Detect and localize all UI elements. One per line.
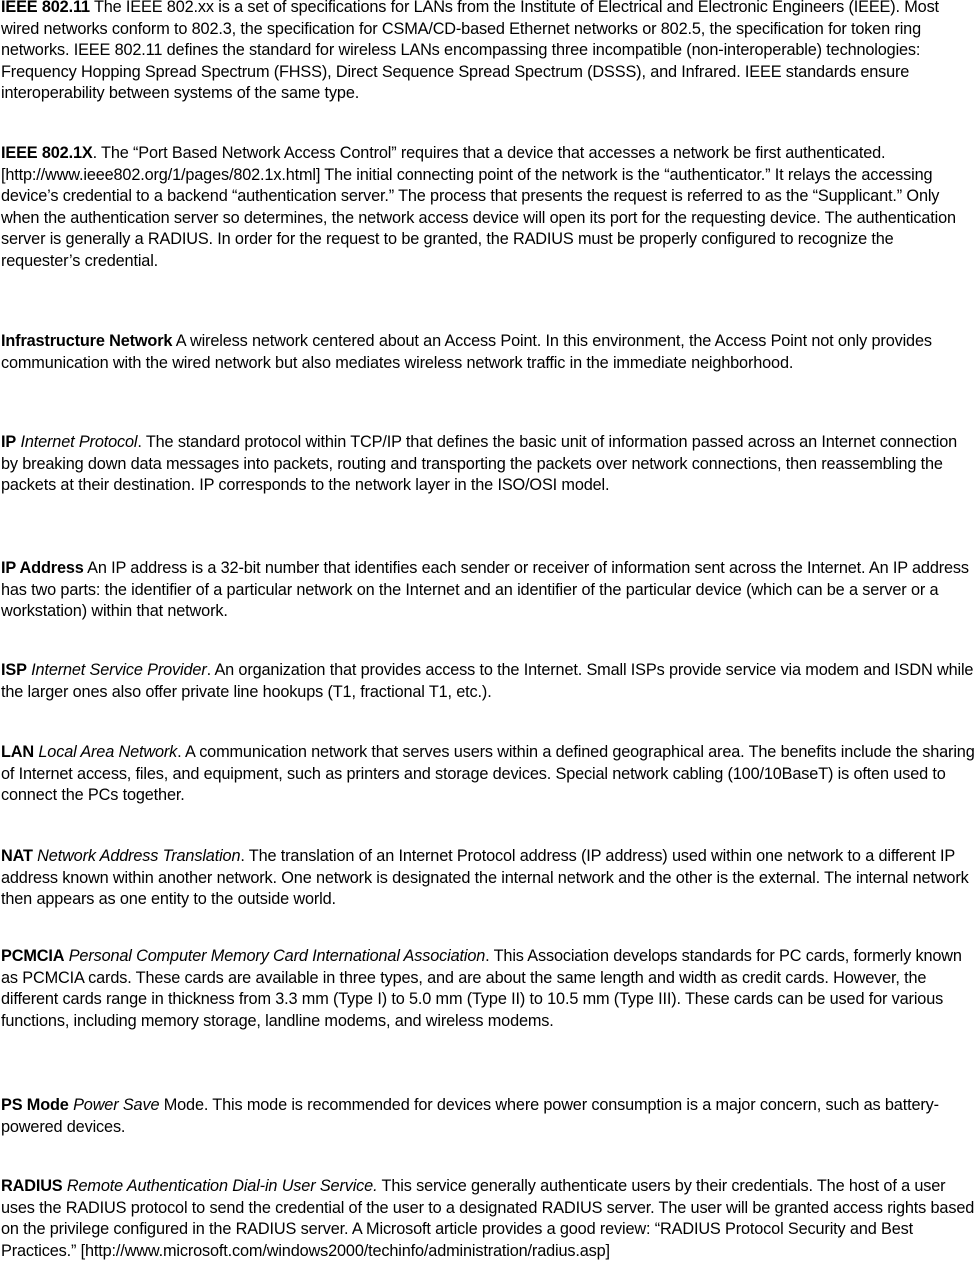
glossary-definition: The IEEE 802.xx is a set of specifications for LANs from the Institute of Electrical and Electronic Engineers (IEEE). Most wired networks conform to 802.3, the specification for CSMA/CD-based Ethernet networks or 802.5, the specification for token ring networks. IEEE 802.11 defines the standard for wireless LANs encompassing three incompatible (non-interoperable) technologies: Frequency Hopping Spread Spectrum (FHSS), Direct Sequence Spread Spectrum (DSSS), and Infrared. IEEE standards ensure interoperability between systems of the same type. bbox=[1, 0, 939, 102]
glossary-definition: . A communication network that serves users within a defined geographical area. The benefits include the sharing of Internet access, files, and equipment, such as printers and storage devices. Special network cabling (100/10BaseT) is often used to connect the PCs together. bbox=[1, 743, 975, 804]
glossary-definition: This service generally authenticate users by their credentials. The host of a user uses the RADIUS protocol to send the credential of the user to a designated RADIUS server. The user will be granted access rights based on the privilege configured in the RADIUS server. A Microsoft article provides a good review: “RADIUS Protocol Security and Best Practices.” [http://www.microsoft.com/windows2000/techinfo/administration/radius.asp] bbox=[1, 1177, 975, 1260]
glossary-term-expansion: Internet Protocol bbox=[16, 433, 138, 451]
glossary-term: PS Mode bbox=[1, 1096, 69, 1114]
glossary-term: ISP bbox=[1, 661, 27, 679]
glossary-definition: A wireless network centered about an Access Point. In this environment, the Access Point not only provides communication with the wired network but also mediates wireless network traffic in the immediate neighborhood. bbox=[1, 332, 932, 372]
glossary-term: RADIUS bbox=[1, 1177, 63, 1195]
glossary-definition: . This Association develops standards for PC cards, formerly known as PCMCIA cards. These cards are available in three types, and are about the same length and width as credit cards. However, the different cards range in thickness from 3.3 mm (Type I) to 5.0 mm (Type II) to 10.5 mm (Type III). These cards can be used for various functions, including memory storage, landline modems, and wireless modems. bbox=[1, 947, 962, 1030]
glossary-entry-ps-mode bbox=[1, 1095, 975, 1138]
glossary-definition: Mode. This mode is recommended for devices where power consumption is a major concern, such as battery-powered devices. bbox=[1, 1096, 939, 1136]
glossary-definition: An IP address is a 32-bit number that identifies each sender or receiver of information sent across the Internet. An IP address has two parts: the identifier of a particular network on the Internet and an identifier of the particular device (which can be a server or a workstation) within that network. bbox=[1, 559, 969, 620]
glossary-term-expansion: Internet Service Provider bbox=[26, 661, 207, 679]
glossary-entry-ip-address bbox=[1, 558, 975, 623]
glossary-term-expansion: Remote Authentication Dial-in User Service. bbox=[62, 1177, 378, 1195]
glossary-term-expansion: Power Save bbox=[68, 1096, 160, 1114]
glossary-entry-ieee-802-1x bbox=[1, 143, 975, 272]
glossary-term-expansion: Personal Computer Memory Card International Association bbox=[64, 947, 486, 965]
glossary-definition: . The “Port Based Network Access Control” requires that a device that accesses a network be first authenticated. [http://www.ieee802.org/1/pages/802.1x.html] The initial connecting point of the network is the “authenticator.” It relays the accessing device’s credential to a backend “authentication server.” The process that presents the request is referred to as the “Supplicant.” Only when the authentication server so determines, the network access device will open its port for the requesting device. The authentication server is generally a RADIUS. In order for the request to be granted, the RADIUS must be properly configured to recognize the requester’s credential. bbox=[1, 144, 956, 270]
glossary-term-expansion: Local Area Network bbox=[34, 743, 178, 761]
glossary-entry-ieee-802-11 bbox=[1, 0, 975, 105]
glossary-term: IEEE 802.1X bbox=[1, 144, 93, 162]
glossary-entry-pcmcia bbox=[1, 946, 975, 1032]
glossary-term: NAT bbox=[1, 847, 33, 865]
glossary-entry-ip bbox=[1, 432, 975, 497]
glossary-entry-lan bbox=[1, 742, 975, 807]
glossary-term: PCMCIA bbox=[1, 947, 65, 965]
glossary-entry-radius bbox=[1, 1176, 975, 1262]
glossary-definition: . The translation of an Internet Protocol address (IP address) used within one network to a different IP address known within another network. One network is designated the internal network and the other is the external. The internal network then appears as one entity to the outside world. bbox=[1, 847, 969, 908]
glossary-term: LAN bbox=[1, 743, 35, 761]
glossary-entry-nat bbox=[1, 846, 975, 911]
glossary-term: IP Address bbox=[1, 559, 84, 577]
glossary-entry-isp bbox=[1, 660, 975, 703]
glossary-definition: . The standard protocol within TCP/IP that defines the basic unit of information passed across an Internet connection by breaking down data messages into packets, routing and transporting the packets over network connections, then reassembling the packets at their destination. IP corresponds to the network layer in the ISO/OSI model. bbox=[1, 433, 958, 494]
glossary-term: Infrastructure Network bbox=[1, 332, 173, 350]
glossary-term-expansion: Network Address Translation bbox=[32, 847, 241, 865]
glossary-term: IEEE 802.11 bbox=[1, 0, 90, 16]
glossary-term: IP bbox=[1, 433, 17, 451]
glossary-definition: . An organization that provides access to the Internet. Small ISPs provide service via modem and ISDN while the larger ones also offer private line hookups (T1, fractional T1, etc.). bbox=[1, 661, 974, 701]
glossary-entry-infrastructure-network bbox=[1, 331, 975, 374]
